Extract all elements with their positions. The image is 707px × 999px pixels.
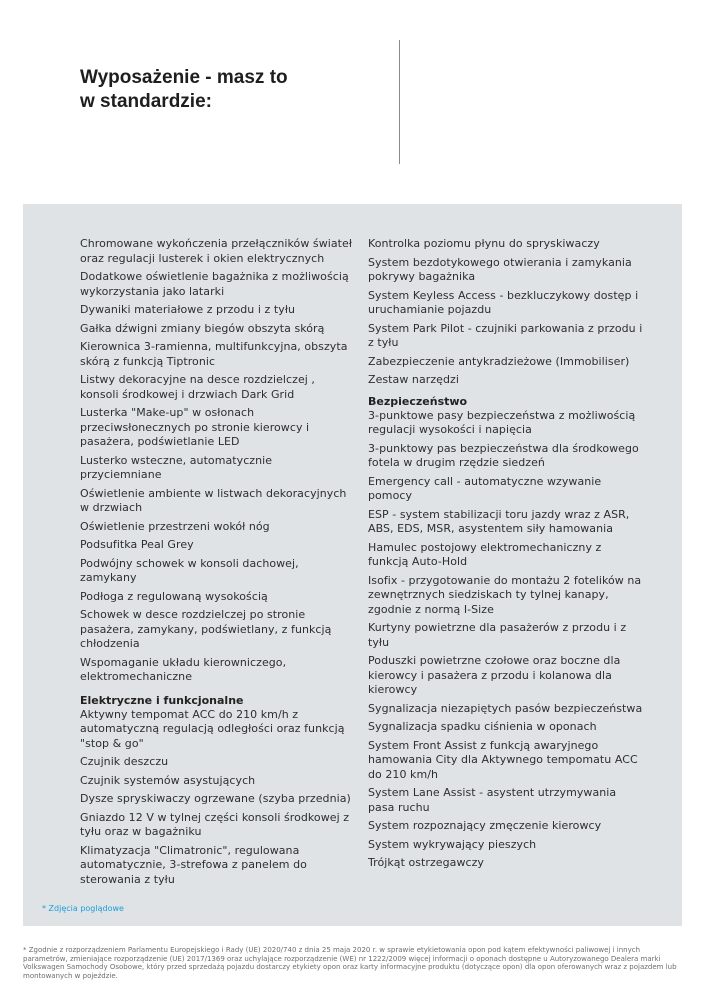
equipment-item: Czujnik deszczu <box>80 755 169 768</box>
left-interior-list <box>80 237 355 685</box>
equipment-item: Trójkąt ostrzegawczy <box>368 856 484 869</box>
equipment-item: System Lane Assist - asystent utrzymywania pasa ruchu <box>368 786 617 814</box>
equipment-item: Hamulec postojowy elektromechaniczny z funkcją Auto-Hold <box>368 540 602 568</box>
equipment-item: Lusterka "Make-up" w osłonach przeciwsłonecznych po stronie kierowcy i pasażera, podświetlanie LED <box>80 406 310 448</box>
equipment-item: Gniazdo 12 V w tylnej części konsoli środkowej z tyłu oraz w bagażniku <box>80 810 350 838</box>
equipment-item: Sygnalizacja niezapiętych pasów bezpieczeństwa <box>368 701 643 715</box>
equipment-item: Dodatkowe oświetlenie bagażnika z możliwością wykorzystania jako latarki <box>80 270 349 298</box>
equipment-item: Dywaniki materiałowe z przodu i z tyłu <box>80 303 296 316</box>
equipment-item: Kierownica 3-ramienna, multifunkcyjna, obszyta skórą z funkcją Tiptronic <box>80 340 348 368</box>
equipment-item: System Keyless Access - bezkluczykowy dostęp i uruchamianie pojazdu <box>368 288 639 316</box>
equipment-item: Kurtyny powietrzne dla pasażerów z przodu i z tyłu <box>368 621 627 649</box>
equipment-item: Listwy dekoracyjne na desce rozdzielczej , konsoli środkowej i drzwiach Dark Grid <box>80 373 315 401</box>
left-column <box>80 237 355 891</box>
page-title <box>80 66 288 114</box>
equipment-item: Gałka dźwigni zmiany biegów obszyta skórą <box>80 321 325 335</box>
equipment-item: Klimatyzacja "Climatronic", regulowana automatycznie, 3-strefowa z panelem do sterowania z tyłu <box>80 843 307 886</box>
equipment-item: Emergency call - automatyczne wzywanie pomocy <box>368 474 602 502</box>
equipment-item: System Park Pilot - czujniki parkowania z przodu i z tyłu <box>368 321 643 349</box>
page-title-line-1: Wyposażenie - masz to <box>80 67 288 88</box>
equipment-item: Oświetlenie ambiente w listwach dekoracyjnych w drzwiach <box>80 486 347 514</box>
equipment-item: Kontrolka poziomu płynu do spryskiwaczy <box>368 237 600 250</box>
equipment-item: 3-punktowy pas bezpieczeństwa dla środkowego fotela w drugim rzędzie siedzeń <box>368 441 639 469</box>
equipment-item: Schowek w desce rozdzielczej po stronie pasażera, zamykany, podświetlany, z funkcją chłodzenia <box>80 608 332 650</box>
section-heading-safety: Bezpieczeństwo <box>368 394 468 408</box>
right-safety-list <box>368 409 643 871</box>
equipment-item: Dysze spryskiwaczy ogrzewane (szyba przednia) <box>80 792 351 805</box>
left-electrical-list <box>80 708 355 888</box>
legal-footnote: * Zgodnie z rozporządzeniem Parlamentu Europejskiego i Rady (UE) 2020/740 z dnia 25 maja 2020 r. w sprawie etykietowania opon pod kątem efektywności paliwowej i innych parametrów, zmieniające rozporządzenie (UE) 2017/1369 oraz uchylające rozporządzenie (WE) nr 1222/2009 więcej informacji o oponach dostępne u Autoryzowanego Dealera marki Volkswagen Samochody Osobowe, który przed sprzedażą pojazdu dostarczy etykiety opon oraz karty informacyjne produktu (dotyczące opon) dla opon oferowanych wraz z pojazdem lub montowanych w pojeździe. <box>23 946 677 980</box>
equipment-item: Poduszki powietrzne czołowe oraz boczne dla kierowcy i pasażera z przodu i kolanowa dla kierowcy <box>368 654 621 696</box>
equipment-item: Podsufitka Peal Grey <box>80 538 194 551</box>
equipment-item: Lusterko wsteczne, automatycznie przyciemniane <box>80 453 273 481</box>
equipment-item: Isofix - przygotowanie do montażu 2 fotelików na zewnętrznych siedziskach ty tylnej kanapy, zgodnie z normą I-Size <box>368 573 642 616</box>
equipment-item: Podwójny schowek w konsoli dachowej, zamykany <box>80 556 299 584</box>
equipment-item: Aktywny tempomat ACC do 210 km/h z automatyczną regulacją odległości oraz funkcją "stop & go" <box>80 707 345 750</box>
equipment-item: ESP - system stabilizacji toru jazdy wraz z ASR, ABS, EDS, MSR, asystentem siły hamowania <box>368 507 630 535</box>
equipment-item: 3-punktowe pasy bezpieczeństwa z możliwością regulacji wysokości i napięcia <box>368 408 636 436</box>
equipment-item: Zestaw narzędzi <box>368 373 459 386</box>
page-title-line-2: w standardzie: <box>80 91 212 112</box>
equipment-panel <box>23 204 682 926</box>
right-column <box>368 237 643 875</box>
equipment-item: System wykrywający pieszych <box>368 837 537 851</box>
equipment-item: Czujnik systemów asystujących <box>80 773 256 787</box>
equipment-item: Chromowane wykończenia przełączników świateł oraz regulacji lusterek i okien elektrycznych <box>80 237 353 265</box>
section-heading-electrical: Elektryczne i funkcjonalne <box>80 693 244 707</box>
equipment-item: System Front Assist z funkcją awaryjnego hamowania City dla Aktywnego tempomatu ACC do 210 km/h <box>368 738 638 781</box>
equipment-item: Wspomaganie układu kierowniczego, elektromechaniczne <box>80 655 287 683</box>
right-functional-list <box>368 237 643 388</box>
equipment-item: Oświetlenie przestrzeni wokół nóg <box>80 519 270 533</box>
photo-note: * Zdjęcia poglądowe <box>42 904 124 913</box>
equipment-item: Sygnalizacja spadku ciśnienia w oponach <box>368 720 597 733</box>
vertical-divider <box>399 40 400 164</box>
equipment-item: Podłoga z regulowaną wysokością <box>80 589 268 603</box>
equipment-item: Zabezpieczenie antykradzieżowe (Immobiliser) <box>368 354 630 368</box>
equipment-item: System rozpoznający zmęczenie kierowcy <box>368 819 602 832</box>
equipment-item: System bezdotykowego otwierania i zamykania pokrywy bagażnika <box>368 255 632 283</box>
